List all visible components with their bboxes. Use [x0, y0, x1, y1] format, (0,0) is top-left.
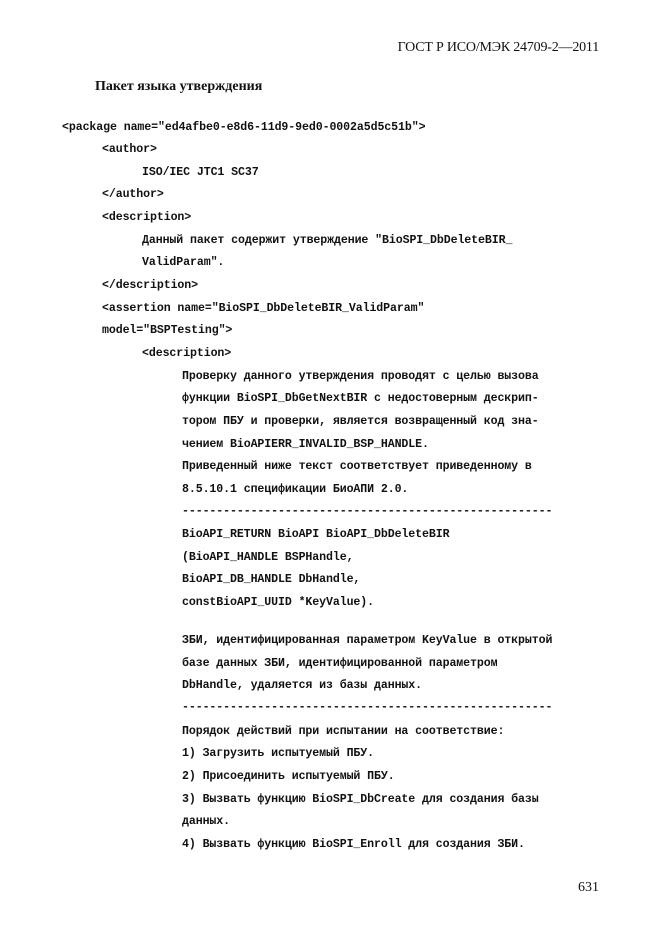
code-line: <package name="ed4afbe0-e8d6-11d9-9ed0-0002a5d5c51b"> [62, 121, 426, 134]
code-line: ISO/IEC JTC1 SC37 [142, 166, 259, 179]
code-line: 3) Вызвать функцию BioSPI_DbCreate для создания базы [182, 793, 539, 806]
code-line: BioAPI_DB_HANDLE DbHandle, [182, 573, 361, 586]
separator-line: ------------------------------------------------------ [182, 701, 553, 714]
page-number: 631 [578, 880, 599, 895]
code-line: ValidParam". [142, 256, 225, 269]
code-line: Порядок действий при испытании на соответствие: [182, 725, 505, 738]
code-line: чением BioAPIERR_INVALID_BSP_HANDLE. [182, 438, 429, 451]
code-line: BioAPI_RETURN BioAPI BioAPI_DbDeleteBIR [182, 528, 450, 541]
code-line: model="BSPTesting"> [102, 324, 233, 337]
code-line: Данный пакет содержит утверждение "BioSPI_DbDeleteBIR_ [142, 234, 513, 247]
code-line: 1) Загрузить испытуемый ПБУ. [182, 747, 375, 760]
code-line: <description> [142, 347, 232, 360]
code-line: Проверку данного утверждения проводят с целью вызова [182, 370, 539, 383]
code-line: <author> [102, 143, 157, 156]
code-line: </description> [102, 279, 199, 292]
code-line: </author> [102, 188, 164, 201]
code-line: <description> [102, 211, 192, 224]
document-header: ГОСТ Р ИСО/МЭК 24709-2—2011 [397, 40, 599, 55]
code-line: 8.5.10.1 спецификации БиоАПИ 2.0. [182, 483, 409, 496]
section-title: Пакет языка утверждения [95, 79, 263, 94]
code-line: (BioAPI_HANDLE BSPHandle, [182, 551, 354, 564]
code-line: данных. [182, 815, 231, 828]
code-line: тором ПБУ и проверки, является возвращенный код зна- [182, 415, 539, 428]
separator-line: ------------------------------------------------------ [182, 505, 553, 518]
code-line: 4) Вызвать функцию BioSPI_Enroll для создания ЗБИ. [182, 838, 525, 851]
code-line: базе данных ЗБИ, идентифицированной параметром [182, 657, 498, 670]
code-line: <assertion name="BioSPI_DbDeleteBIR_ValidParam" [102, 302, 425, 315]
code-line: constBioAPI_UUID *KeyValue). [182, 596, 375, 609]
code-line: DbHandle, удаляется из базы данных. [182, 679, 423, 692]
code-line: Приведенный ниже текст соответствует приведенному в [182, 460, 532, 473]
code-line: ЗБИ, идентифицированная параметром KeyValue в открытой [182, 634, 553, 647]
code-line: 2) Присоединить испытуемый ПБУ. [182, 770, 395, 783]
code-line: функции BioSPI_DbGetNextBIR с недостоверным дескрип- [182, 392, 539, 405]
